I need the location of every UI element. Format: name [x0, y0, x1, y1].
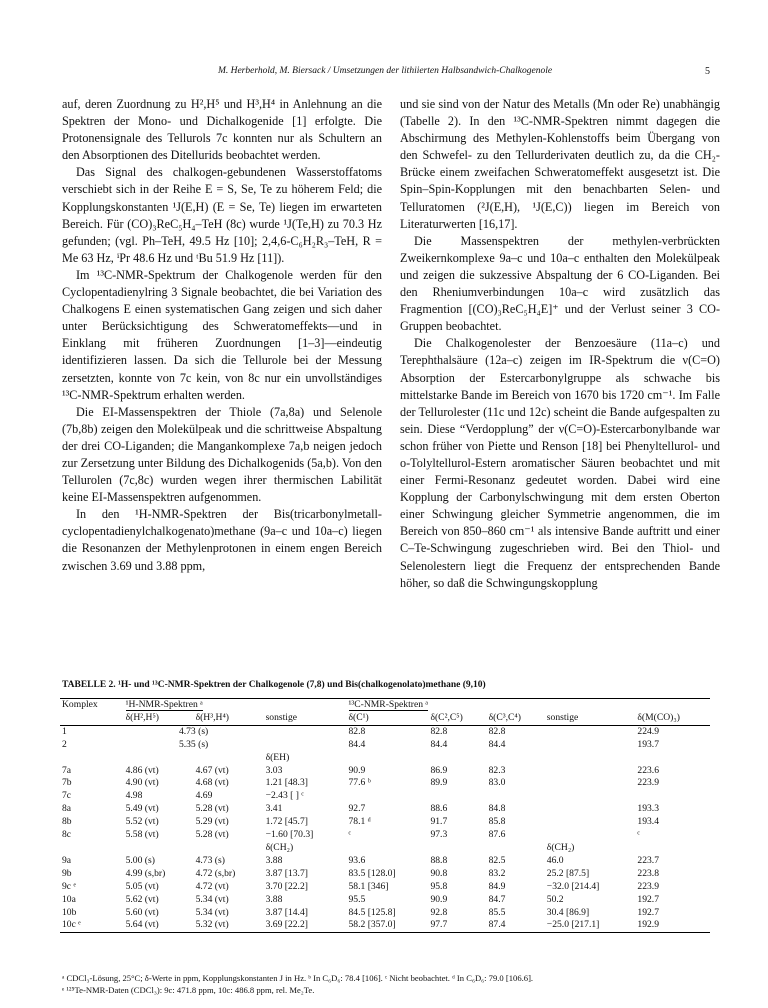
table-cell: 10b [62, 906, 77, 918]
table-cell: 84.5 [125.8] [348, 906, 396, 918]
left-column [62, 96, 382, 575]
table-cell: 85.8 [488, 816, 506, 828]
table-cell: 5.28 (vt) [195, 803, 229, 815]
table-cell [545, 790, 636, 803]
table-cell: 223.9 [637, 777, 659, 789]
table-cell: 5.34 (vt) [195, 893, 229, 905]
table-row [60, 765, 710, 778]
table-cell: 46.0 [546, 854, 564, 866]
table-cell [347, 752, 429, 765]
table-cell: δ(CH₂) [546, 841, 575, 853]
table-cell [545, 829, 636, 842]
table-cell: 7c [62, 790, 72, 802]
paragraph: und sie sind von der Natur des Metalls (Mn oder Re) unabhängig (Tabelle 2). In den ¹³C-NMR-Spektren nimmt dagegen die Abschirmung des Methylen-Kohlenstoffs beim Übergang von den Schwefel- zu den Tellurderivaten deutlich zu, da die CH₂-Brücke einem zweifachen Schweratomeffekt ausgesetzt ist. Die Spin–Spin-Kopplungen mit den benachbarten Selen- und Telluratomen (²J(E,H), ¹J(E,C)) liegen im Bereich von Literaturwerten [16,17]. [400, 97, 720, 231]
table-cell [264, 725, 347, 738]
table-cell: 224.9 [637, 725, 659, 737]
table-cell: 3.87 [14.4] [265, 906, 308, 918]
table-cell [545, 739, 636, 752]
table-cell: 5.29 (vt) [195, 816, 229, 828]
table-cell: 192.7 [637, 893, 659, 905]
table-cell: 10a [62, 893, 76, 905]
table-row [60, 894, 710, 907]
table-cell: 3.88 [265, 854, 283, 866]
table-cell: 5.58 (vt) [125, 829, 159, 841]
paragraph: Das Signal des chalkogen-gebundenen Wasserstoffatoms verschiebt sich in der Reihe E = S, Se, Te zu höherem Feld; die Kopplungskonstanten ¹J(E,H) (E = Se, Te) liegen im erwarteten Bereich. Für (CO)₃ReC₅H₄–TeH (8c) wurde ¹J(Te,H) zu 70.3 Hz gefunden; (vgl. Ph–TeH, 49.5 Hz [10]; 2,4,6-C₆H₂R₃–TeH, R = Me 63 Hz, ⁱPr 48.6 Hz und ᵗBu 51.9 Hz [11]). [62, 165, 382, 265]
table-cell [545, 725, 636, 738]
header-cell: δ(C³,C⁴) [487, 712, 545, 725]
table-cell: 193.3 [637, 803, 659, 815]
table-cell: δ(CH₂) [265, 841, 294, 853]
table-cell: 91.7 [430, 816, 448, 828]
table-cell: 85.5 [488, 906, 506, 918]
table-cell: 5.62 (vt) [125, 893, 159, 905]
table-cell: 10c ᵉ [60, 919, 124, 932]
table-cell: 3.70 [22.2] [265, 880, 308, 892]
table-cell: 84.7 [488, 893, 506, 905]
header-c-nmr [347, 699, 711, 712]
table-cell: 5.32 (vt) [194, 919, 264, 932]
table-cell [545, 803, 636, 816]
table-cell: 1.72 [45.7] [265, 816, 308, 828]
table-cell: 30.4 [86.9] [546, 906, 590, 918]
table-cell: 84.8 [488, 803, 506, 815]
table-cell: 89.9 [430, 777, 448, 789]
table-cell: 3.41 [265, 803, 283, 815]
header-h-nmr [124, 699, 347, 712]
table-cell: 4.72 (vt) [195, 880, 229, 892]
table-cell [635, 842, 710, 855]
table-cell: 8c [62, 829, 72, 841]
table-row [60, 816, 710, 829]
table-cell: 4.99 (s,br) [125, 867, 166, 879]
table-cell: 4.90 (vt) [125, 777, 159, 789]
table-cell: 3.88 [265, 893, 283, 905]
table-cell: 78.1 ᵈ [348, 816, 371, 828]
table-cell [545, 816, 636, 829]
table-cell [545, 752, 636, 765]
table-row [60, 907, 710, 920]
table-row [60, 919, 710, 932]
table-cell: 88.8 [430, 854, 448, 866]
table-cell: 223.6 [637, 764, 659, 776]
table-cell: 87.4 [487, 919, 545, 932]
table-cell [635, 752, 710, 765]
table-subheading-row [60, 752, 710, 765]
table-cell: 7b [62, 777, 72, 789]
table-cell: 5.35 (s) [178, 738, 209, 750]
table-cell [545, 765, 636, 778]
table-row [60, 881, 710, 894]
paragraph: Die Chalkogenolester der Benzoesäure (11a–c) und Terephthalsäure (12a–c) zeigen im IR-Spektrum die ν(C=O) Absorption der Estercarbonylgruppe als schwache bis mittelstarke Bande im Bereich von 1670 bis 1720 cm⁻¹. Im Falle der Tellurolester (11c und 12c) scheint die Bande aufgespalten zu sein. Diese “Verdopplung” der ν(C=O)-Estercarbonylbande war schon früher von Piette und Renson [18] bei Phenyltellurol- und o-Tolyltellurol-Estern aromatischer Säuren beobachtet und mit einer Fermi-Resonanz gedeutet worden. Dabei wird eine Kopplung der Carbonylschwingung mit dem ersten Oberton einer Schwingung gleicher Symmetrie angenommen, die im Bereich von 850–860 cm⁻¹ als intensive Bande auftritt und einer C–Te-Schwingung zugeschrieben wird. Bei den Thiol- und Selenolestern liegt die Frequenz der entsprechenden Bande höher, so daß die Schwingungskopplung [400, 336, 720, 590]
table-cell: 82.3 [488, 764, 506, 776]
table-cell: 223.9 [637, 880, 659, 892]
header-cell: δ(C¹) [347, 712, 429, 725]
table-cell: 97.3 [430, 829, 448, 841]
header-cell: δ(H³,H⁴) [194, 712, 264, 725]
header-cell: sonstige [264, 712, 347, 725]
table-cell [347, 842, 429, 855]
table-cell [60, 752, 124, 765]
table-cell: 90.8 [430, 867, 448, 879]
table-cell: −25.0 [217.1] [545, 919, 636, 932]
table-cell: 87.6 [488, 829, 506, 841]
table-row [60, 855, 710, 868]
table-cell: 84.4 [488, 738, 506, 750]
table-cell: 84.9 [488, 880, 506, 892]
table-cell: δ(EH) [265, 751, 290, 763]
table-cell: 5.52 (vt) [125, 816, 159, 828]
table-cell [264, 739, 347, 752]
table-cell: 192.9 [635, 919, 710, 932]
table-cell: 50.2 [546, 893, 564, 905]
table-cell: 9c ᵉ [62, 880, 76, 892]
header-h-nmr-label: ¹H-NMR-Spektren ᵃ [125, 699, 203, 710]
right-column [400, 96, 720, 592]
table-cell: 9b [62, 867, 72, 879]
table-cell: 82.5 [488, 854, 506, 866]
table-cell: 223.7 [637, 854, 659, 866]
table-cell: 83.0 [488, 777, 506, 789]
table-cell: 92.7 [348, 803, 366, 815]
table-cell: 4.73 (s) [178, 725, 209, 737]
paragraph: auf, deren Zuordnung zu H²,H⁵ und H³,H⁴ in Anlehnung an die Spektren der Mono- und Dichalkogenide [1] erfolgte. Die Protonensignale des Tellurols 7c konnten nur als Schultern an den Absorptionen des Ditellurids beobachtet werden. [62, 97, 382, 163]
table-cell: 82.8 [348, 725, 366, 737]
table-cell: 4.69 [195, 790, 213, 802]
table-cell [428, 752, 486, 765]
table-cell: 84.4 [348, 738, 366, 750]
table-cell [194, 752, 264, 765]
table-cell: 1.21 [48.3] [265, 777, 308, 789]
table-cell [487, 790, 545, 803]
table-cell: 1 [62, 725, 67, 737]
table-cell [60, 842, 124, 855]
table-cell: 192.7 [637, 906, 659, 918]
table-cell: 5.64 (vt) [124, 919, 194, 932]
table-cell [124, 842, 194, 855]
table-cell: 58.1 [346] [348, 880, 389, 892]
header-c-nmr-label: ¹³C-NMR-Spektren ᵃ [348, 699, 429, 710]
table-subheader-row [60, 712, 710, 725]
table-cell: 5.49 (vt) [125, 803, 159, 815]
table-cell: 92.8 [430, 906, 448, 918]
paragraph: Im ¹³C-NMR-Spektrum der Chalkogenole werden für den Cyclopentadienylring 3 Signale beobachtet, die bei Variation des Chalkogens E einen systematischen Gang zeigen und sich daher unter Berücksichtigung des Schweratomeffekts—und in Einklang mit früheren Zuordnungen [1–3]—eindeutig identifizieren lassen. Da sich die Tellurole bei der Messung zersetzten, konnte von 7c kein, von 8c nur ein unvollständiges ¹³C-NMR-Spektrum erhalten werden. [62, 267, 382, 402]
table-cell: 5.60 (vt) [125, 906, 159, 918]
table-cell [428, 842, 486, 855]
table-caption: TABELLE 2. ¹H- und ¹³C-NMR-Spektren der Chalkogenole (7,8) und Bis(chalkogenolato)methane (9,10) [62, 680, 486, 690]
table-cell [124, 752, 194, 765]
table-cell: 193.4 [637, 816, 659, 828]
paragraph: Die Massenspektren der methylen-verbrückten Zweikernkomplexe 9a–c und 10a–c enthalten den Molekülpeak und zeigen die sukzessive Abspaltung der 6 CO-Liganden. Bei den Rheniumverbindungen 10a–c wird zusätzlich das Fragmention [(CO)₃ReC₅H₄E]⁺ und der Verlust seiner 3 CO-Gruppen beobachtet. [400, 233, 720, 334]
table-cell: 86.9 [430, 764, 448, 776]
header-cell: δ(C²,C⁵) [428, 712, 486, 725]
table-cell: 4.73 (s) [195, 854, 225, 866]
table-row [60, 739, 710, 752]
table-cell: 4.86 (vt) [125, 764, 159, 776]
table-cell [487, 752, 545, 765]
table-cell: 90.9 [430, 893, 448, 905]
table-cell: 9a [62, 854, 72, 866]
table-cell: 3.87 [13.7] [265, 867, 308, 879]
table-cell: 7a [62, 764, 72, 776]
table-row [60, 790, 710, 803]
table-cell: 4.72 (s,br) [195, 867, 236, 879]
header-cell: sonstige [545, 712, 636, 725]
page-number: 5 [705, 66, 710, 77]
table-cell: 95.8 [430, 880, 448, 892]
table-cell: 3.03 [265, 764, 283, 776]
table-body [60, 725, 710, 933]
table-cell: 82.8 [488, 725, 506, 737]
table-cell: 2 [62, 738, 67, 750]
table-row [60, 777, 710, 790]
paragraph: Die EI-Massenspektren der Thiole (7a,8a) und Selenole (7b,8b) zeigen den Molekülpeak und die schrittweise Abspaltung der drei CO-Liganden; die Mangankomplexe 7a,b neigen jedoch zur Zersetzung unter Bildung des Dichalkogenids (5a,b). Von den Tellurolen (7c,8c) wurden wegen ihrer thermischen Labilität keine EI-Massenspektren aufgenommen. [62, 404, 382, 505]
table-cell: 4.68 (vt) [195, 777, 229, 789]
table-subheading-row [60, 842, 710, 855]
table-cell: 97.7 [428, 919, 486, 932]
table-cell: ᶜ [348, 829, 351, 841]
table-cell [545, 777, 636, 790]
table-footnotes [62, 972, 712, 996]
paragraph: In den ¹H-NMR-Spektren der Bis(tricarbonylmetall-cyclopentadienylchalkogenato)methane (9a–c und 10a–c) liegen die Resonanzen der Methylenprotonen in einem engen Bereich zwischen 3.69 und 3.88 ppm, [62, 507, 382, 573]
table-cell: 88.6 [430, 803, 448, 815]
table-cell: −32.0 [214.4] [546, 880, 600, 892]
running-title: M. Herberhold, M. Biersack / Umsetzungen der lithiierten Halbsandwich-Chalkogenole [217, 66, 553, 76]
table-cell: 83.2 [488, 867, 506, 879]
table-cell: 4.98 [125, 790, 143, 802]
table-cell: 5.05 (vt) [125, 880, 159, 892]
header-cell: δ(M(CO)₃) [635, 712, 710, 725]
table-row [60, 803, 710, 816]
table-cell: 8b [62, 816, 72, 828]
table-cell [347, 790, 429, 803]
table-cell: 4.67 (vt) [195, 764, 229, 776]
nmr-table [60, 698, 710, 933]
table-cell: 84.4 [430, 738, 448, 750]
table-cell: 82.8 [430, 725, 448, 737]
table-cell: 223.8 [637, 867, 659, 879]
table-header-row [60, 699, 710, 712]
table-row [60, 868, 710, 881]
header-cell: δ(H²,H⁵) [124, 712, 194, 725]
table-cell: 95.5 [348, 893, 366, 905]
header-komplex: Komplex [60, 699, 124, 712]
table-cell: 5.00 (s) [125, 854, 155, 866]
table-cell: 5.28 (vt) [195, 829, 229, 841]
table-cell: 25.2 [87.5] [546, 867, 590, 879]
table-cell: 3.69 [22.2] [264, 919, 347, 932]
table-cell: 90.9 [348, 764, 366, 776]
table-cell: 83.5 [128.0] [348, 867, 396, 879]
table-cell: 8a [62, 803, 72, 815]
table-cell: 77.6 ᵇ [348, 777, 371, 789]
table-cell: 5.34 (vt) [195, 906, 229, 918]
footnote: ᵃ CDCl₃-Lösung, 25°C; δ-Werte in ppm, Kopplungskonstanten J in Hz. ᵇ In C₆D₆: 78.4 [106]. ᶜ Nicht beobachtet. ᵈ In C₆D₆: 79.0 [106.6]. [62, 973, 534, 983]
table-cell [428, 790, 486, 803]
table-cell: −1.60 [70.3] [265, 829, 314, 841]
table-cell [635, 790, 710, 803]
table-cell: 58.2 [357.0] [347, 919, 429, 932]
table-row [60, 725, 710, 738]
table-cell: 93.6 [348, 854, 366, 866]
table-cell: ᶜ [637, 829, 640, 841]
footnote: ᵉ ¹²⁵Te-NMR-Daten (CDCl₃): 9c: 471.8 ppm, 10c: 486.8 ppm, rel. Me₂Te. [62, 985, 315, 995]
table-cell [487, 842, 545, 855]
table-cell: −2.43 [ ] ᶜ [265, 790, 304, 802]
table-cell: 193.7 [637, 738, 659, 750]
table-cell [194, 842, 264, 855]
table-row [60, 829, 710, 842]
